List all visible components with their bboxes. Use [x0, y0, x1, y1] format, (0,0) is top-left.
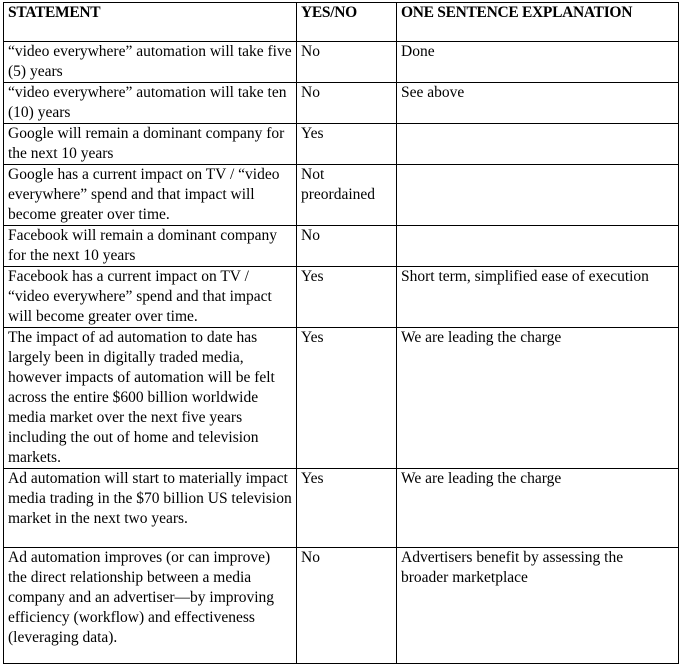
- answer-cell: No: [297, 548, 397, 664]
- explanation-cell: [397, 226, 679, 267]
- answer-cell: No: [297, 83, 397, 124]
- explanation-cell: We are leading the charge: [397, 328, 679, 469]
- answer-cell: Yes: [297, 328, 397, 469]
- statement-cell: “video everywhere” automation will take five (5) years: [4, 42, 297, 83]
- table-row: [4, 42, 679, 83]
- answer-cell: No: [297, 226, 397, 267]
- explanation-cell: [397, 165, 679, 226]
- table-row: [4, 469, 679, 548]
- table-row: [4, 328, 679, 469]
- statement-cell: Facebook has a current impact on TV / “video everywhere” spend and that impact will become greater over time.: [4, 267, 297, 328]
- statement-table: [3, 2, 679, 664]
- answer-cell: Not preordained: [297, 165, 397, 226]
- explanation-cell: Advertisers benefit by assessing the broader marketplace: [397, 548, 679, 664]
- table-row: [4, 165, 679, 226]
- header-explanation: ONE SENTENCE EXPLANATION: [397, 3, 679, 42]
- table-row: [4, 124, 679, 165]
- table-row: [4, 83, 679, 124]
- statement-cell: The impact of ad automation to date has largely been in digitally traded media, however impacts of automation will be felt across the entire $600 billion worldwide media market over the next five years including the out of home and television markets.: [4, 328, 297, 469]
- header-statement: STATEMENT: [4, 3, 297, 42]
- statement-cell: Facebook will remain a dominant company for the next 10 years: [4, 226, 297, 267]
- explanation-cell: Short term, simplified ease of execution: [397, 267, 679, 328]
- header-yes-no: YES/NO: [297, 3, 397, 42]
- statement-cell: “video everywhere” automation will take ten (10) years: [4, 83, 297, 124]
- explanation-cell: We are leading the charge: [397, 469, 679, 548]
- table-row: [4, 267, 679, 328]
- explanation-cell: Done: [397, 42, 679, 83]
- answer-cell: Yes: [297, 124, 397, 165]
- answer-cell: Yes: [297, 469, 397, 548]
- header-row: [4, 3, 679, 42]
- statement-cell: Google will remain a dominant company for the next 10 years: [4, 124, 297, 165]
- explanation-cell: [397, 124, 679, 165]
- statement-cell: Ad automation will start to materially impact media trading in the $70 billion US television market in the next two years.: [4, 469, 297, 548]
- statement-cell: Google has a current impact on TV / “video everywhere” spend and that impact will become greater over time.: [4, 165, 297, 226]
- statement-cell: Ad automation improves (or can improve) the direct relationship between a media company and an advertiser—by improving efficiency (workflow) and effectiveness (leveraging data).: [4, 548, 297, 664]
- answer-cell: Yes: [297, 267, 397, 328]
- explanation-cell: See above: [397, 83, 679, 124]
- answer-cell: No: [297, 42, 397, 83]
- table-row: [4, 548, 679, 664]
- table-row: [4, 226, 679, 267]
